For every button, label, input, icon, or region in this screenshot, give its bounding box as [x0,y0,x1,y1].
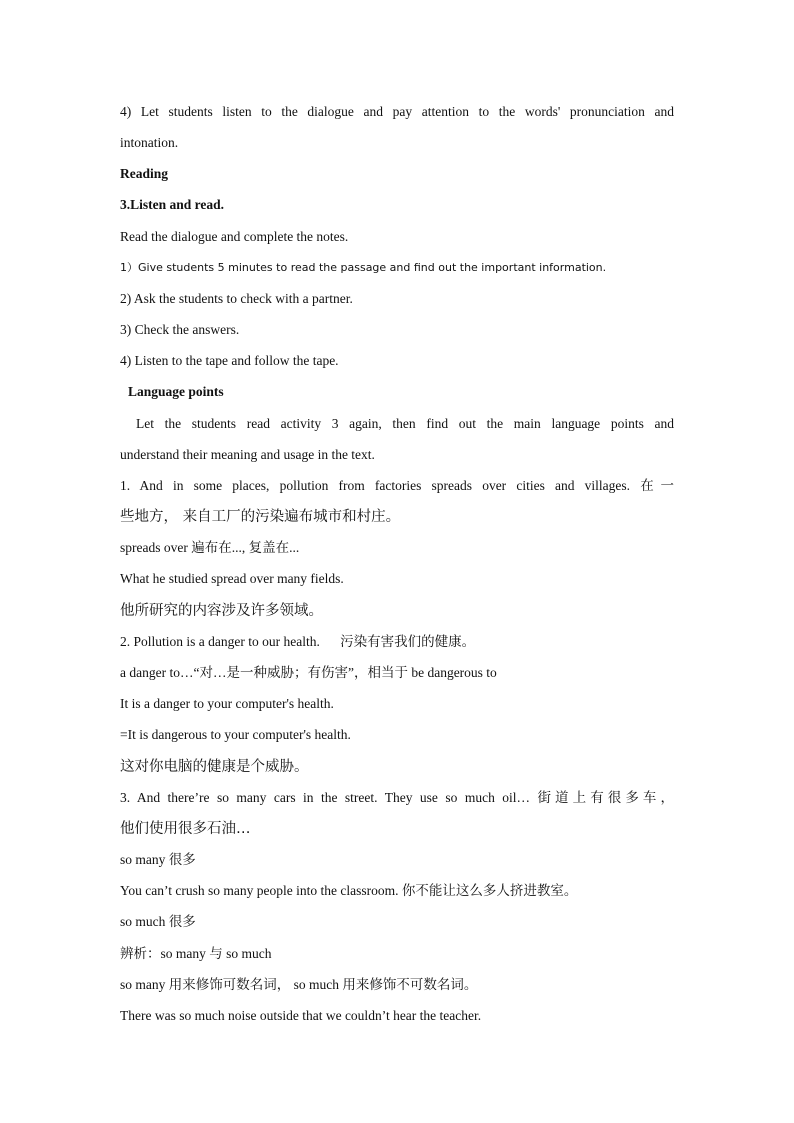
section-heading-listen-read: 3.Listen and read. [120,197,225,212]
text-line-1: 4) Let students listen to the dialogue and pay attention to the words' pronunciation and [120,104,674,119]
text-line-19: a danger to…“对…是一种威胁；有伤害”，相当于 be dangerous to [120,665,497,680]
text-line-22: 这对你电脑的健康是个威胁。 [120,759,309,775]
text-line-26: You can’t crush so many people into the classroom. 你不能让这么多人挤进教室。 [120,883,578,898]
text-line-2: intonation. [120,135,179,150]
text-line-8: 3) Check the answers. [120,322,240,337]
text-line-17: 他所研究的内容涉及许多领域。 [120,603,323,619]
section-heading-reading: Reading [120,166,169,181]
text-line-27: so much 很多 [120,914,196,929]
text-line-11: Let the students read activity 3 again, then find out the main language points and [136,416,674,431]
text-line-30: There was so much noise outside that we couldn’t hear the teacher. [120,1008,482,1023]
text-line-15: spreads over 遍布在..., 复盖在... [120,540,300,555]
text-line-28: 辨析：so many 与 so much [120,946,272,961]
text-line-14: 些地方， 来自工厂的污染遍布城市和村庄。 [120,509,401,525]
text-line-6: 1）Give students 5 minutes to read the passage and find out the important information. [120,261,607,274]
text-line-21: =It is dangerous to your computer's health. [120,727,351,742]
text-line-25: so many 很多 [120,852,196,867]
text-line-7: 2) Ask the students to check with a partner. [120,291,353,306]
text-line-20: It is a danger to your computer's health. [120,696,334,711]
text-line-23: 3. And there’re so many cars in the street. They use so much oil… 街道上有很多车， [120,790,674,805]
text-line-16: What he studied spread over many fields. [120,571,344,586]
text-line-5: Read the dialogue and complete the notes. [120,229,349,244]
section-heading-language-points: Language points [128,384,224,399]
text-line-24: 他们使用很多石油… [120,821,251,837]
text-line-18: 2. Pollution is a danger to our health. 污染有害我们的健康。 [120,634,476,649]
text-line-29: so many 用来修饰可数名词， so much 用来修饰不可数名词。 [120,977,478,992]
text-line-12: understand their meaning and usage in the text. [120,447,375,462]
text-line-9: 4) Listen to the tape and follow the tape. [120,353,339,368]
text-line-13: 1. And in some places, pollution from factories spreads over cities and villages. 在一 [120,478,674,493]
